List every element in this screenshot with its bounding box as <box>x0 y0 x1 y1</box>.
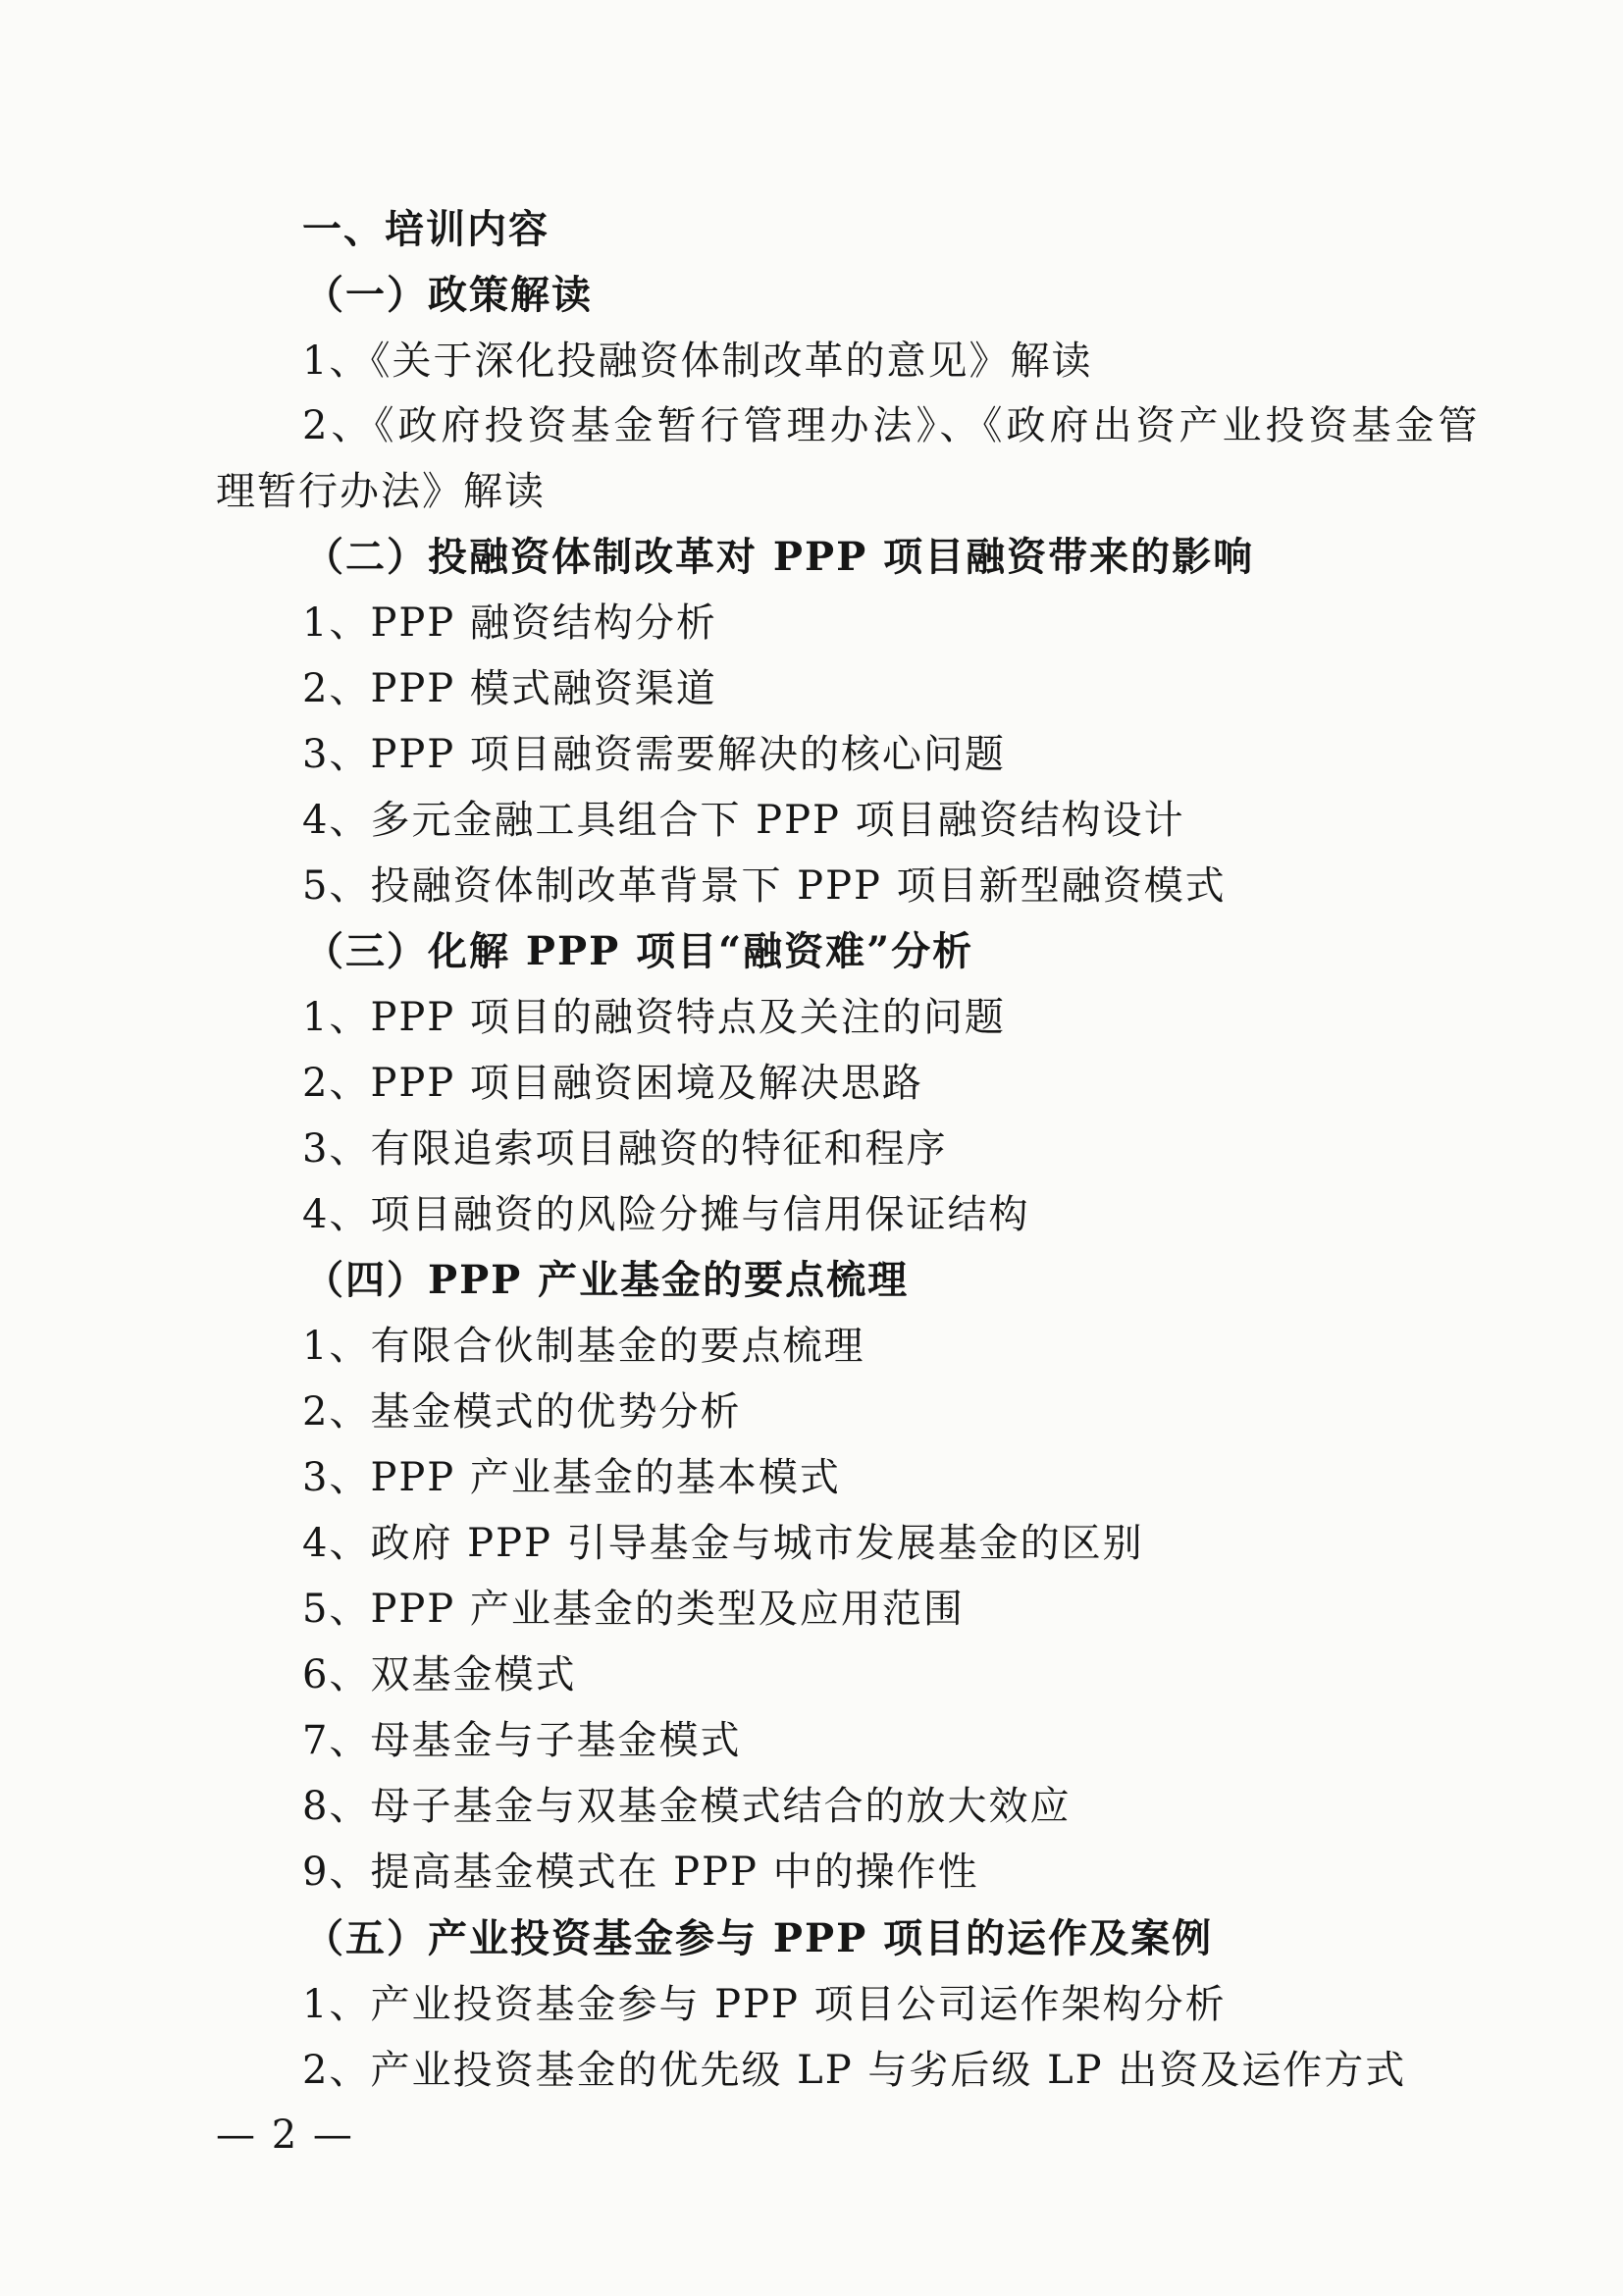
list-item: 4、项目融资的风险分摊与信用保证结构 <box>302 1192 1030 1237</box>
list-item: 2、基金模式的优势分析 <box>302 1389 742 1435</box>
list-item: 4、多元金融工具组合下 PPP 项目融资结构设计 <box>302 798 1185 843</box>
subsection-heading-3: （三）化解 PPP 项目“融资难”分析 <box>304 928 974 974</box>
list-item: 3、有限追索项目融资的特征和程序 <box>302 1126 948 1172</box>
list-item: 7、母基金与子基金模式 <box>302 1718 742 1763</box>
subsection-heading-2: （二）投融资体制改革对 PPP 项目融资带来的影响 <box>304 534 1255 580</box>
list-item: 2、PPP 模式融资渠道 <box>302 666 717 711</box>
list-item-continuation: 理暂行办法》解读 <box>216 469 546 514</box>
page-number: — 2 — <box>216 2113 354 2158</box>
list-item: 6、双基金模式 <box>302 1652 577 1697</box>
list-item: 8、母子基金与双基金模式结合的放大效应 <box>302 1784 1072 1829</box>
list-item: 1、PPP 项目的融资特点及关注的问题 <box>302 995 1006 1040</box>
list-item: 3、PPP 产业基金的基本模式 <box>302 1455 841 1500</box>
section-heading-training-content: 一、培训内容 <box>302 206 550 252</box>
list-item: 1、PPP 融资结构分析 <box>302 600 717 646</box>
subsection-heading-4: （四）PPP 产业基金的要点梳理 <box>304 1257 910 1303</box>
list-item: 2、PPP 项目融资困境及解决思路 <box>302 1061 923 1106</box>
list-item: 2、《政府投资基金暂行管理办法》、《政府出资产业投资基金管 <box>302 403 1482 448</box>
list-item: 5、PPP 产业基金的类型及应用范围 <box>302 1587 965 1632</box>
list-item: 9、提高基金模式在 PPP 中的操作性 <box>302 1850 979 1895</box>
subsection-heading-5: （五）产业投资基金参与 PPP 项目的运作及案例 <box>304 1915 1214 1961</box>
list-item: 2、产业投资基金的优先级 LP 与劣后级 LP 出资及运作方式 <box>302 2048 1407 2093</box>
list-item: 1、产业投资基金参与 PPP 项目公司运作架构分析 <box>302 1982 1227 2027</box>
list-item: 5、投融资体制改革背景下 PPP 项目新型融资模式 <box>302 863 1227 909</box>
subsection-heading-1: （一）政策解读 <box>304 272 593 318</box>
list-item: 1、有限合伙制基金的要点梳理 <box>302 1324 865 1369</box>
list-item: 1、《关于深化投融资体制改革的意见》解读 <box>302 339 1093 384</box>
list-item: 3、PPP 项目融资需要解决的核心问题 <box>302 732 1006 777</box>
list-item: 4、政府 PPP 引导基金与城市发展基金的区别 <box>302 1521 1144 1566</box>
